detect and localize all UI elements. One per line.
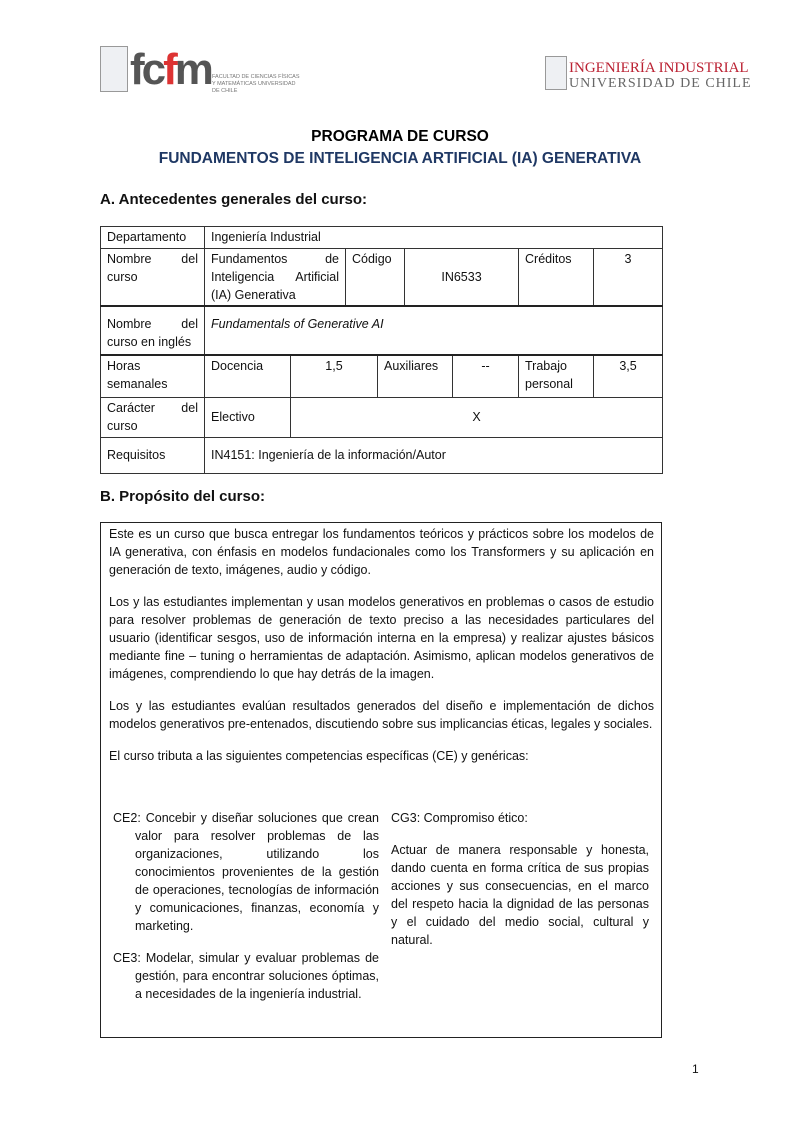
label: Trabajo personal — [519, 355, 594, 397]
fcfm-logo — [100, 38, 315, 98]
label: Nombre del curso — [101, 249, 205, 307]
value: -- — [453, 355, 519, 397]
competency-ce3: CE3: Modelar, simular y evaluar problemas de gestión, para encontrar soluciones óptimas, a necesidades de la ingeniería industrial. — [113, 951, 379, 1001]
value: 3,5 — [594, 355, 663, 397]
value: IN4151: Ingeniería de la información/Autor — [205, 437, 663, 473]
faculty-text: FACULTAD DE CIENCIAS FÍSICAS Y MATEMÁTICAS UNIVERSIDAD DE CHILE — [212, 74, 300, 94]
paragraph: Este es un curso que busca entregar los fundamentos teóricos y prácticos sobre los modelos de IA generativa, con énfasis en modelos fundacionales como los Transformers y su aplicación en generación de texto, imágenes, audio y código. — [109, 527, 654, 577]
value: Electivo — [205, 397, 291, 437]
competency-ce2: CE2: Concebir y diseñar soluciones que crean valor para resolver problemas de las organizaciones, utilizando los conocimientos provenientes de la gestión de operaciones, tecnologías de información y comunicaciones, finanzas, economía y marketing. — [113, 811, 379, 933]
value: 1,5 — [291, 355, 378, 397]
seal-icon — [100, 46, 128, 92]
value: IN6533 — [405, 249, 519, 307]
section-b-heading: B. Propósito del curso: — [100, 488, 266, 505]
page-number: 1 — [692, 1062, 699, 1076]
value: Fundamentos de Inteligencia Artificial (IA) Generativa — [205, 249, 346, 307]
value: Ingeniería Industrial — [205, 227, 663, 249]
label: Docencia — [205, 355, 291, 397]
fcfm-logo-text: fcfm — [130, 45, 211, 94]
paragraph: Los y las estudiantes evalúan resultados generados del diseño e implementación de dichos modelos generativos pre-entenados, discutiendo sobre sus implicancias éticas, legales y sociales. — [109, 699, 654, 731]
label: Requisitos — [101, 437, 205, 473]
competency-cg3: Actuar de manera responsable y honesta, dando cuenta en forma crítica de sus propias acciones y sus consecuencias, en el marco del respeto hacia la dignidad de las personas y el cuidado del medio social, cultural y natural. — [391, 843, 649, 947]
label: Departamento — [101, 227, 205, 249]
label: Carácter del curso — [101, 397, 205, 437]
logo-line2: UNIVERSIDAD DE CHILE — [569, 76, 752, 91]
label: Nombre del curso en inglés — [101, 306, 205, 355]
ingenieria-industrial-logo — [543, 50, 752, 92]
seal-icon — [545, 56, 567, 90]
value: 3 — [594, 249, 663, 307]
page-title: PROGRAMA DE CURSO — [311, 128, 489, 145]
logo-line1: INGENIERÍA INDUSTRIAL — [569, 60, 749, 76]
value: X — [291, 397, 663, 437]
purpose-box — [100, 522, 662, 1038]
paragraph: Los y las estudiantes implementan y usan modelos generativos en problemas o casos de estudio para resolver problemas de generación de texto preciso a las necesidades particulares del usuario (identificar sesgos, uso de información interna en la empresa) y realizar ajustes básicos mediante fine – tuning o herramientas de adaptación. Asimismo, aplican modelos generativos de imágenes, comprendiendo lo que hay detrás de la imagen. — [109, 595, 654, 681]
label: Créditos — [519, 249, 594, 307]
course-title: FUNDAMENTOS DE INTELIGENCIA ARTIFICIAL (IA) GENERATIVA — [158, 150, 642, 167]
label: Auxiliares — [378, 355, 453, 397]
competency-cg3-title: CG3: Compromiso ético: — [391, 811, 528, 825]
value: Fundamentals of Generative AI — [205, 306, 663, 355]
label: Horas semanales — [101, 355, 205, 397]
label: Código — [346, 249, 405, 307]
paragraph: El curso tributa a las siguientes competencias específicas (CE) y genéricas: — [109, 749, 529, 763]
course-info-table — [100, 226, 663, 474]
section-a-heading: A. Antecedentes generales del curso: — [100, 191, 368, 208]
